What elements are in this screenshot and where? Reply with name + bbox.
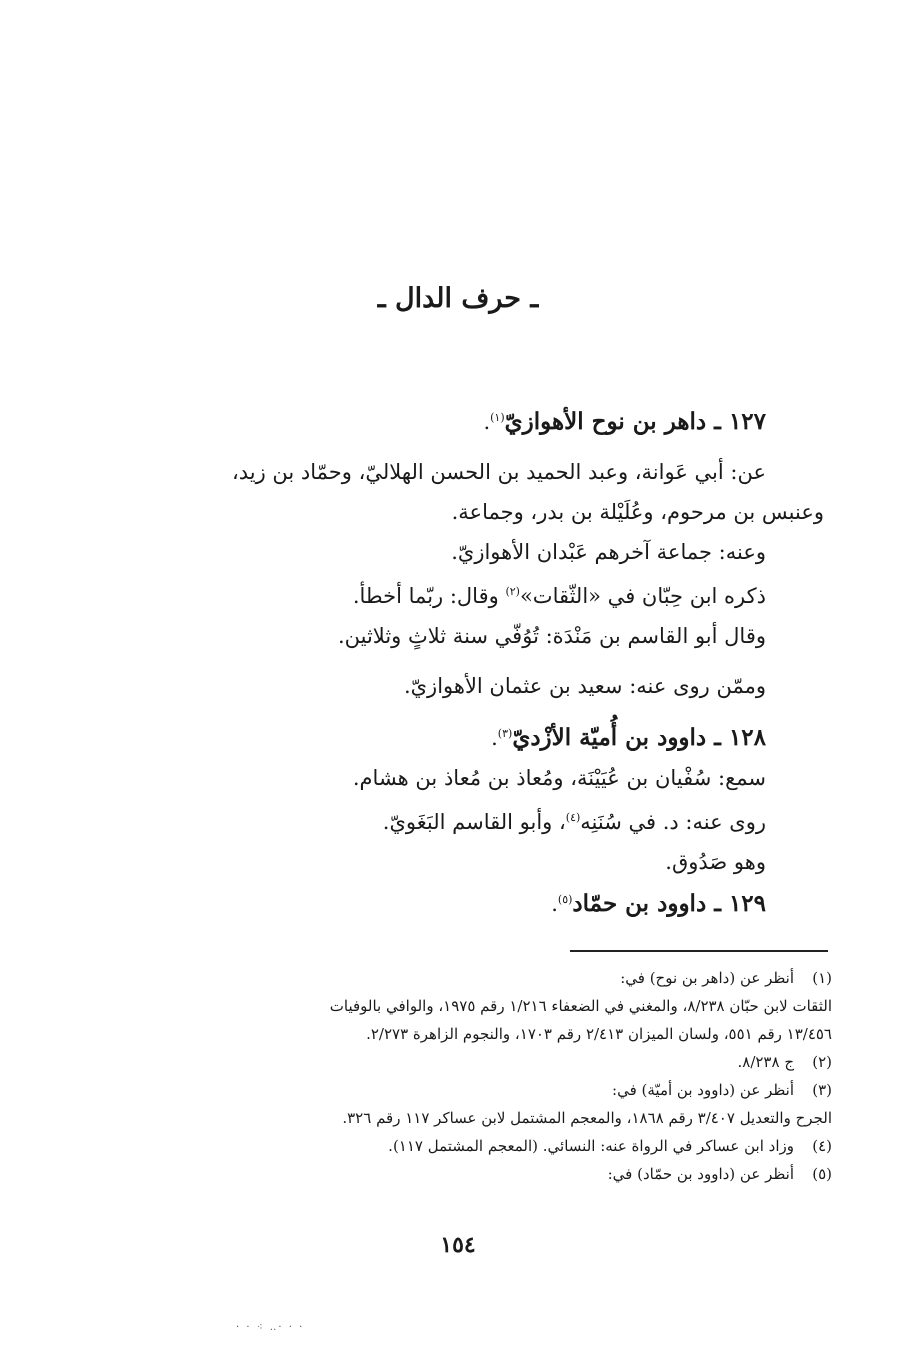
page-number: ١٥٤ — [440, 1232, 476, 1258]
footnote-text: ١٣/٤٥٦ رقم ٥٥١، ولسان الميزان ٢/٤١٣ رقم ١٧٠٣، والنجوم الزاهرة ٢/٢٧٣. — [366, 1025, 832, 1043]
footnote-line — [108, 1104, 832, 1132]
text-line: وهو صَدُوق. — [665, 850, 766, 874]
footnote-number: (٢) — [812, 1053, 832, 1071]
entry-128 — [108, 714, 766, 882]
footnote-text: ج ٨/٢٣٨. — [737, 1053, 794, 1071]
text-line — [108, 572, 766, 616]
entry-127-body-cont — [108, 492, 824, 532]
entry-title-line — [108, 398, 766, 442]
footnote-ref: (١) — [490, 411, 505, 424]
footnote-line — [108, 1076, 832, 1104]
footnote-line — [108, 1020, 832, 1048]
entry-title-line — [108, 714, 766, 758]
entry-127-body — [100, 452, 766, 492]
footnote-separator — [570, 950, 828, 952]
footnote-text: الثقات لابن حبّان ٨/٢٣٨، والمغني في الضعفاء ١/٢١٦ رقم ١٩٧٥، والوافي بالوفيات — [329, 997, 832, 1015]
text-line: وممّن روى عنه: سعيد بن عثمان الأهوازيّ. — [403, 674, 766, 698]
footnote-text: أنظر عن (داهر بن نوح) في: — [620, 969, 794, 987]
text-span: وقال: ربّما أخطأ. — [352, 584, 506, 608]
scan-noise: · · ·‥ ⁖ · · — [236, 1322, 305, 1333]
footnotes — [108, 964, 832, 1188]
entry-title-tail: . — [483, 410, 491, 434]
footnote-ref: (٣) — [497, 727, 513, 740]
footnote-text: الجرح والتعديل ٣/٤٠٧ رقم ١٨٦٨، والمعجم المشتمل لابن عساكر ١١٧ رقم ٣٢٦. — [342, 1109, 832, 1127]
text-line: سمع: سُفْيان بن عُيَيْنَة، ومُعاذ بن مُعاذ بن هشام. — [352, 766, 766, 790]
footnote-number: (٥) — [812, 1165, 832, 1183]
footnote-ref: (٥) — [557, 893, 573, 906]
text-span: ذكره ابن حِبّان في «الثّقات» — [519, 584, 766, 608]
footnote-line — [108, 1160, 832, 1188]
footnote-line — [108, 964, 832, 992]
text-line: وقال أبو القاسم بن مَنْدَة: تُوُفّي سنة ثلاثٍ وثلاثين. — [337, 624, 766, 648]
footnote-number: (٤) — [812, 1137, 832, 1155]
footnote-ref: (٤) — [565, 811, 581, 824]
footnote-text: أنظر عن (داوود بن حمّاد) في: — [607, 1165, 794, 1183]
entry-title-tail: . — [491, 726, 498, 750]
text-line: عن: أبي عَوانة، وعبد الحميد بن الحسن الهلاليّ، وحمّاد بن زيد، — [231, 460, 766, 484]
footnote-text: أنظر عن (داوود بن أميّة) في: — [612, 1081, 794, 1099]
footnote-number: (٣) — [812, 1081, 832, 1099]
entry-127-body-2 — [108, 532, 766, 656]
text-span: ، وأبو القاسم البَغَويّ. — [382, 810, 566, 834]
footnote-line — [108, 992, 832, 1020]
entry-title-tail: . — [551, 892, 558, 916]
footnote-ref: (٢) — [505, 585, 520, 598]
entry-127 — [108, 398, 766, 442]
footnote-line — [108, 1132, 832, 1160]
entry-title-line — [108, 880, 766, 924]
footnote-text: وزاد ابن عساكر في الرواة عنه: النسائي. (المعجم المشتمل ١١٧). — [388, 1137, 794, 1155]
text-line — [108, 798, 766, 842]
entry-title: ١٢٨ ـ داوود بن أُميّة الأزْديّ — [512, 724, 766, 751]
entry-title: ١٢٧ ـ داهر بن نوح الأهوازيّ — [504, 408, 766, 435]
text-line: وعنبس بن مرحوم، وعُلَيْلة بن بدر، وجماعة. — [451, 500, 824, 524]
footnote-line — [108, 1048, 832, 1076]
entry-title: ١٢٩ ـ داوود بن حمّاد — [572, 890, 766, 917]
entry-129 — [108, 880, 766, 924]
chapter-heading: ـ حرف الدال ـ — [377, 283, 539, 314]
text-span: روى عنه: د. في سُنَنِه — [580, 810, 766, 834]
text-line: وعنه: جماعة آخرهم عَبْدان الأهوازيّ. — [451, 540, 766, 564]
footnote-number: (١) — [812, 969, 832, 987]
entry-127-body-3 — [108, 666, 766, 706]
